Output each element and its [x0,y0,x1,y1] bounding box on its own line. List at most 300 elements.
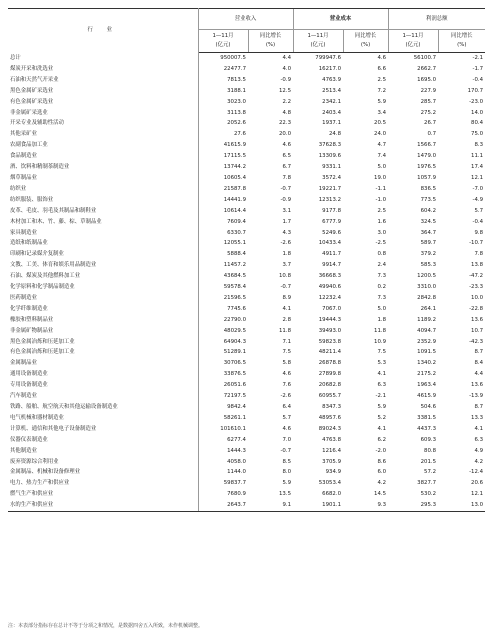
cell-profit-growth: -10.7 [469,240,484,247]
cell-revenue-value: 48029.5 [223,327,246,334]
cell-cost-growth: 5.2 [377,414,387,421]
cell-revenue-value: 21587.8 [223,185,246,192]
cell-cost-growth: 2.5 [377,207,387,214]
cell-revenue-value: 11457.2 [223,262,246,269]
cell-cost-growth: 8.6 [377,458,387,465]
cell-revenue-value: 7680.9 [227,491,246,498]
table-row [8,75,485,86]
cell-cost-value: 13309.6 [318,153,342,160]
cell-revenue-value: 59837.7 [223,480,246,487]
cell-industry-name: 通用设备制造业 [8,369,198,380]
cell-profit-growth: 17.4 [471,164,484,171]
cell-industry-name: 医药制造业 [8,293,198,304]
cell-cost-value: 19221.7 [318,185,342,192]
table-row [8,467,485,478]
cell-cost-value: 799947.6 [315,55,342,61]
cell-cost-value: 27899.8 [318,371,342,378]
cell-profit-growth: 80.4 [471,120,484,127]
cell-revenue-growth: 4.6 [282,425,292,432]
cell-profit-value: 285.7 [420,98,437,105]
cell-profit-value: 4437.3 [417,425,437,432]
cell-cost-growth: 9.3 [343,500,388,511]
table-row [8,206,485,217]
cell-cost-growth: 7.4 [377,153,387,160]
cell-revenue-growth: 11.8 [279,327,292,334]
cell-cost-growth: 24.0 [374,131,387,138]
cell-profit-growth: -22.8 [469,305,484,312]
cell-profit-value: 585.3 [420,262,437,269]
cell-profit-value: 1695.0 [417,76,437,83]
cell-profit-value: 379.2 [420,251,437,258]
cell-cost-growth: 14.5 [374,491,387,498]
cell-revenue-growth: 4.0 [282,65,292,72]
table-row [8,260,485,271]
cell-industry-name: 仪器仪表制造业 [8,435,198,446]
cell-revenue-growth: 4.8 [282,109,292,116]
cell-cost-growth: 2.5 [377,76,387,83]
cell-cost-value: 4763.9 [322,76,342,83]
cell-profit-growth: 13.6 [471,316,484,323]
cell-cost-value: 7067.0 [322,305,342,312]
cell-profit-value: 26.7 [424,120,437,127]
cell-cost-growth: 5.0 [377,164,387,171]
cell-profit-growth: 8.7 [474,404,484,410]
cell-revenue-value: 22790.0 [223,316,246,323]
cell-industry-name: 铁路、船舶、航空航天和其他运输设备制造业 [8,402,198,413]
cell-profit-growth: 13.3 [471,414,484,421]
cell-cost-value: 2403.4 [322,109,342,116]
cell-profit-growth: -47.2 [469,273,484,280]
cell-cost-growth: 19.0 [374,174,387,181]
cell-industry-name: 开采专业及辅助性活动 [8,118,198,129]
cell-cost-growth: -2.1 [375,393,387,400]
cell-profit-value: 3310.0 [417,284,437,291]
cell-cost-value: 49940.6 [318,284,342,291]
cell-profit-value: 57.2 [424,469,437,476]
cell-cost-growth: -1.0 [375,196,387,203]
table-row [8,228,485,239]
cell-revenue-growth: 7.5 [282,349,292,356]
cell-cost-growth: 5.9 [377,404,387,410]
cell-industry-name: 家具制造业 [8,228,198,239]
cell-cost-growth: 5.9 [377,98,387,105]
cell-revenue-value: 10614.4 [223,207,246,214]
cell-cost-growth: 7.5 [377,349,387,356]
cell-industry-name: 燃气生产和供应业 [8,489,198,500]
cell-cost-growth: 20.5 [374,120,387,127]
cell-profit-growth: 4.1 [474,425,484,432]
cell-revenue-growth: 8.9 [282,294,292,301]
cell-profit-growth: -23.3 [469,284,484,291]
cell-revenue-value: 101610.1 [220,425,246,432]
cell-profit-growth: 12.1 [471,491,484,498]
cell-cost-value: 12313.2 [318,196,342,203]
cell-revenue-growth: 3.1 [282,207,292,214]
table-row [8,184,485,195]
cell-profit-value: 295.3 [388,500,438,511]
cell-profit-value: 1091.5 [417,349,437,356]
cell-industry-name: 化学原料和化学制品制造业 [8,282,198,293]
cell-cost-value: 48211.4 [318,349,342,356]
cell-profit-value: 3827.7 [417,480,437,487]
cell-revenue-growth: -0.7 [280,447,292,454]
table-row [8,293,485,304]
cell-revenue-growth: 3.7 [282,262,292,269]
cell-revenue-growth: 20.0 [279,131,292,138]
cell-industry-name: 石油和天然气开采业 [8,75,198,86]
cell-cost-value: 20682.8 [318,382,342,389]
cell-cost-growth: 6.6 [377,65,387,72]
table-row [8,108,485,119]
group-header-revenue: 营业收入 [198,9,293,30]
cell-industry-name: 其他采矿业 [8,129,198,140]
cell-profit-value: 1566.7 [417,142,437,149]
cell-profit-value: 609.3 [420,436,437,443]
cell-industry-name: 电气机械和器材制造业 [8,413,198,424]
cell-profit-growth: -12.4 [469,469,484,476]
cell-profit-growth: -42.3 [469,338,484,345]
footnote: 注：本表部分指标存在总计不等于分项之和情况，是数据四舍五入所致，未作机械调整。 [8,623,204,629]
table-row [8,238,485,249]
table-row [8,489,485,500]
cell-cost-value: 24.8 [329,131,342,138]
cell-profit-value: 80.8 [424,447,437,454]
cell-cost-growth: 4.2 [377,480,387,487]
table-row [8,358,485,369]
table-row [8,369,485,380]
table-row [8,337,485,348]
cell-revenue-value: 6330.7 [227,229,246,236]
cell-cost-value: 1901.1 [293,500,343,511]
table-row [8,271,485,282]
cell-cost-growth: 3.0 [377,229,387,236]
cell-profit-growth: 4.2 [474,458,484,465]
cell-industry-name: 煤炭开采和洗选业 [8,64,198,75]
table-row [8,129,485,140]
cell-profit-growth: 9.8 [474,229,484,236]
cell-cost-value: 12232.4 [318,294,342,301]
cell-profit-value: 1976.5 [417,164,437,171]
cell-cost-value: 9177.8 [322,207,342,214]
cell-industry-name: 黑色金属矿采选业 [8,86,198,97]
cell-cost-value: 8347.3 [322,404,342,410]
cell-profit-value: 0.7 [427,131,437,138]
cell-revenue-value: 22477.7 [223,65,246,72]
cell-revenue-value: 43684.5 [223,273,246,280]
cell-profit-growth: -0.4 [472,76,484,83]
cell-profit-value: 1963.4 [417,382,437,389]
cell-profit-value: 773.5 [420,196,437,203]
cell-revenue-value: 17115.5 [223,153,246,160]
industry-finance-table [8,8,485,512]
cell-revenue-growth: 10.8 [279,273,292,280]
cell-profit-value: 604.2 [420,207,437,214]
table-row [8,457,485,468]
cell-profit-growth: 10.0 [471,294,484,301]
cell-profit-growth: -1.7 [472,65,484,72]
cell-revenue-growth: 4.6 [282,142,292,149]
cell-revenue-growth: 7.6 [282,382,292,389]
cell-industry-name: 石油、煤炭及其他燃料加工业 [8,271,198,282]
cell-cost-growth: 6.2 [377,436,387,443]
cell-profit-value: 275.2 [420,109,437,116]
cell-revenue-value: 7813.5 [227,76,246,83]
cell-revenue-growth: 4.6 [282,371,292,378]
cell-cost-growth: 0.8 [377,251,387,258]
cell-revenue-value: 3113.8 [227,109,246,116]
cell-profit-growth: -7.0 [472,185,484,192]
cell-industry-name: 烟草制品业 [8,173,198,184]
cell-cost-growth: 7.3 [377,273,387,280]
table-row [8,424,485,435]
cell-cost-growth: 7.2 [377,87,387,94]
cell-industry-name: 汽车制造业 [8,391,198,402]
cell-revenue-growth: 1.8 [282,251,292,258]
cell-profit-value: 3381.5 [417,414,437,421]
cell-profit-value: 2662.7 [417,65,437,72]
cell-revenue-growth: 5.7 [282,414,292,421]
cell-cost-growth: 10.9 [374,338,387,345]
cell-revenue-growth: 8.5 [282,458,292,465]
cell-cost-value: 3572.4 [322,174,342,181]
cell-profit-value: 2352.9 [417,338,437,345]
cell-industry-name: 其他制造业 [8,446,198,457]
table-row [8,162,485,173]
cell-industry-name: 水的生产和供应业 [8,500,198,511]
cell-industry-name: 非金属矿物制品业 [8,326,198,337]
cell-industry-name: 金属制品、机械和设备修理业 [8,467,198,478]
cell-profit-growth: 4.4 [474,371,484,378]
cell-cost-growth: 4.7 [377,142,387,149]
cell-profit-growth: 12.1 [471,174,484,181]
table-row [8,140,485,151]
cell-cost-growth: 6.0 [377,469,387,476]
group-header-profit: 利润总额 [388,9,485,30]
cell-cost-value: 89024.3 [318,425,342,432]
cell-cost-growth: 1.8 [377,316,387,323]
cell-industry-name: 橡胶和塑料制品业 [8,315,198,326]
cell-revenue-growth: -0.7 [280,185,292,192]
cell-revenue-value: 2643.7 [198,500,248,511]
cell-industry-name: 农副食品加工业 [8,140,198,151]
cell-cost-growth: -2.0 [375,447,387,454]
table-row [8,217,485,228]
cell-cost-value: 9331.1 [322,164,342,171]
cell-industry-name: 文教、工美、体育和娱乐用品制造业 [8,260,198,271]
group-header-cost: 营业成本 [293,9,388,30]
cell-revenue-value: 3188.1 [227,87,246,94]
cell-cost-value: 934.9 [325,469,342,476]
cell-industry-name: 有色金属矿采选业 [8,97,198,108]
cell-revenue-value: 950007.5 [220,55,246,61]
table-row [8,173,485,184]
cell-revenue-growth: 5.8 [282,360,292,367]
cell-cost-growth: 3.4 [377,109,387,116]
cell-revenue-value: 3023.0 [227,98,246,105]
cell-cost-value: 6777.9 [322,218,342,225]
cell-revenue-growth: 2.8 [282,316,292,323]
cell-revenue-value: 9842.4 [227,404,246,410]
cell-cost-value: 1937.1 [322,120,342,127]
cell-cost-growth: 5.0 [377,305,387,312]
cell-industry-name: 总计 [8,53,198,64]
cell-profit-growth: 75.0 [471,131,484,138]
cell-revenue-value: 14441.9 [223,196,246,203]
cell-revenue-value: 6277.4 [227,436,246,443]
cell-profit-value: 227.9 [420,87,437,94]
cell-profit-value: 56100.7 [413,55,437,61]
cell-profit-growth: -13.9 [469,393,484,400]
cell-revenue-value: 13744.2 [223,164,246,171]
cell-revenue-growth: 13.5 [279,491,292,498]
cell-revenue-value: 5888.4 [227,251,246,258]
cell-profit-value: 324.5 [420,218,437,225]
subheader-revenue-value: 1—11月 (亿元) [198,30,248,53]
cell-profit-growth: 10.7 [471,327,484,334]
cell-revenue-value: 12055.1 [223,240,246,247]
cell-cost-value: 59823.8 [318,338,342,345]
table-row [8,315,485,326]
cell-revenue-value: 59578.4 [223,284,246,291]
cell-revenue-value: 64904.3 [223,338,246,345]
cell-industry-name: 造纸和纸制品业 [8,238,198,249]
cell-cost-growth: 4.1 [377,371,387,378]
cell-cost-growth: 4.1 [377,425,387,432]
cell-revenue-growth: 22.3 [279,120,292,127]
cell-revenue-value: 41615.9 [223,142,246,149]
table-row [8,195,485,206]
cell-revenue-growth: 7.1 [282,338,292,345]
cell-cost-growth: 7.3 [377,294,387,301]
cell-revenue-growth: 12.5 [279,87,292,94]
cell-cost-value: 60955.7 [318,393,342,400]
cell-cost-value: 4911.7 [322,251,342,258]
cell-profit-value: 2842.8 [417,294,437,301]
table-row [8,391,485,402]
cell-profit-value: 4615.9 [417,393,437,400]
cell-cost-growth: 6.3 [377,382,387,389]
cell-profit-value: 2175.2 [417,371,437,378]
subheader-cost-growth: 同比增长 (%) [343,30,388,53]
cell-cost-growth: 4.6 [377,55,387,61]
cell-profit-growth: 8.3 [474,142,484,149]
cell-cost-value: 19444.3 [318,316,342,323]
cell-cost-value: 6682.0 [322,491,342,498]
cell-profit-value: 364.7 [420,229,437,236]
cell-cost-growth: 1.6 [377,218,387,225]
table-row [8,478,485,489]
cell-profit-growth: 8.7 [474,349,484,356]
table-row [8,380,485,391]
cell-revenue-value: 51289.1 [223,349,246,356]
cell-cost-growth: 5.3 [377,360,387,367]
cell-industry-name: 计算机、通信和其他电子设备制造业 [8,424,198,435]
cell-industry-name: 金属制品业 [8,358,198,369]
cell-profit-growth: -4.9 [472,196,484,203]
cell-profit-value: 589.7 [420,240,437,247]
cell-revenue-value: 21596.5 [223,294,246,301]
cell-revenue-growth: 9.1 [248,500,293,511]
table-row [8,326,485,337]
table-body [8,53,485,512]
cell-revenue-growth: -2.6 [280,240,292,247]
cell-revenue-value: 33876.5 [223,371,246,378]
cell-profit-growth: 20.6 [471,480,484,487]
cell-cost-value: 16217.0 [318,65,342,72]
cell-revenue-value: 72197.5 [223,393,246,400]
table-row [8,97,485,108]
cell-revenue-growth: 8.0 [282,469,292,476]
cell-industry-name: 纺织业 [8,184,198,195]
cell-profit-growth: 4.9 [474,447,484,454]
subheader-profit-value: 1—11月 (亿元) [388,30,438,53]
cell-revenue-growth: -0.9 [280,76,292,83]
cell-revenue-value: 1144.0 [227,469,246,476]
table-row [8,118,485,129]
cell-cost-value: 10433.4 [318,240,342,247]
cell-profit-value: 1057.9 [417,174,437,181]
cell-revenue-value: 1444.3 [227,447,246,454]
cell-profit-value: 836.5 [420,185,437,192]
cell-revenue-value: 58261.1 [223,414,246,421]
cell-cost-value: 1216.4 [322,447,342,454]
table-row [8,402,485,413]
cell-revenue-growth: -0.7 [280,284,292,291]
table-row [8,64,485,75]
cell-cost-value: 48957.6 [318,414,342,421]
cell-revenue-growth: -2.6 [280,393,292,400]
cell-revenue-value: 7745.6 [227,305,246,312]
cell-revenue-growth: 1.7 [282,218,292,225]
cell-industry-name: 化学纤维制造业 [8,304,198,315]
cell-cost-growth: 0.2 [377,284,387,291]
cell-profit-value: 201.5 [420,458,437,465]
cell-industry-name: 非金属矿采选业 [8,108,198,119]
cell-cost-value: 36668.3 [318,273,342,280]
cell-revenue-value: 7609.4 [227,218,246,225]
cell-industry-name: 有色金属冶炼和压延加工业 [8,347,198,358]
cell-cost-value: 53053.4 [318,480,342,487]
cell-revenue-growth: -0.9 [280,196,292,203]
cell-profit-growth: 13.6 [471,382,484,389]
cell-revenue-growth: 7.0 [282,436,292,443]
cell-cost-value: 2342.1 [322,98,342,105]
cell-revenue-growth: 2.2 [282,98,292,105]
cell-profit-growth: -2.1 [472,55,484,61]
cell-profit-growth: 8.4 [474,360,484,367]
cell-revenue-value: 30706.5 [223,360,246,367]
cell-cost-value: 4763.8 [322,436,342,443]
cell-industry-name: 食品制造业 [8,151,198,162]
subheader-cost-value: 1—11月 (亿元) [293,30,343,53]
cell-profit-growth: 11.1 [471,153,484,160]
cell-industry-name: 纺织服装、服饰业 [8,195,198,206]
cell-industry-name: 废弃资源综合利用业 [8,457,198,468]
table-row [8,446,485,457]
cell-cost-value: 2513.4 [322,87,342,94]
cell-cost-growth: -1.1 [375,185,387,192]
cell-profit-value: 1479.0 [417,153,437,160]
cell-revenue-value: 27.6 [233,131,246,138]
cell-industry-name: 木材加工和木、竹、藤、棕、草制品业 [8,217,198,228]
cell-revenue-growth: 7.8 [282,174,292,181]
cell-cost-growth: 11.8 [374,327,387,334]
cell-profit-value: 1340.2 [417,360,437,367]
cell-revenue-value: 2052.6 [227,120,246,127]
cell-profit-growth: 170.7 [467,87,484,94]
cell-profit-growth: 13.8 [471,262,484,269]
table-row [8,413,485,424]
